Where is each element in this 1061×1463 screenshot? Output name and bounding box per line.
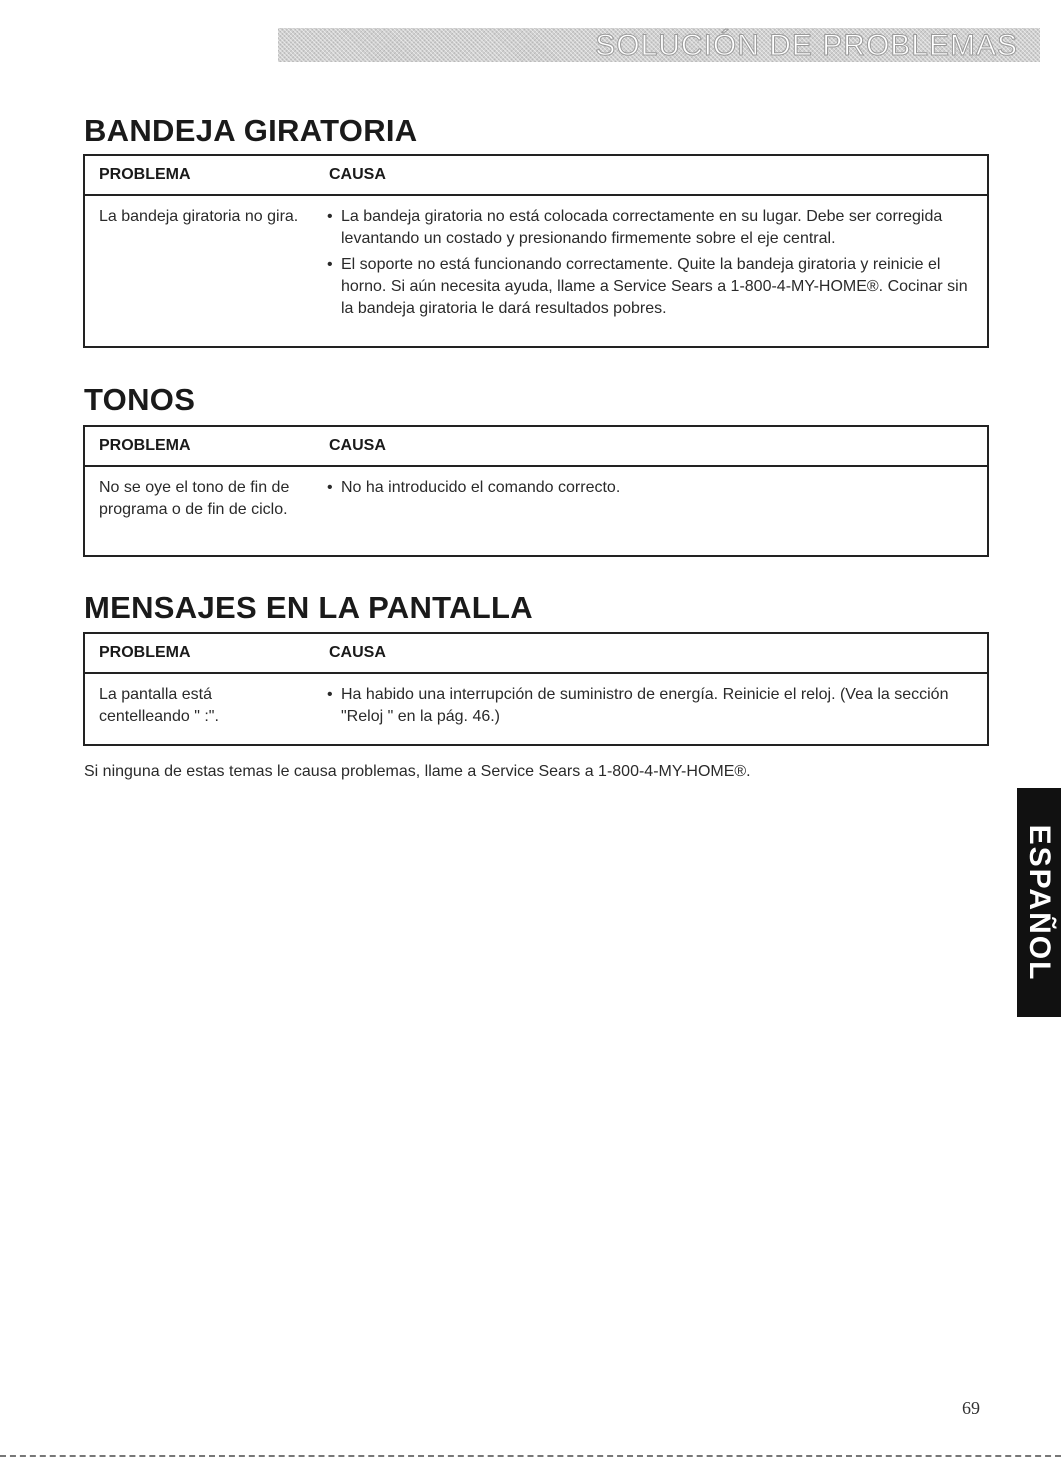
- table-bandeja: [83, 154, 989, 348]
- banner-title: SOLUCIÓN DE PROBLEMAS: [595, 29, 1018, 62]
- section-banner: [278, 28, 1040, 62]
- cause-item: [327, 684, 977, 728]
- header-cause: CAUSA: [329, 644, 386, 661]
- cause-text: Ha habido una interrupción de suministro de energía. Reinicie el reloj. (Vea la sección "Reloj " en la pág. 46.): [341, 686, 949, 725]
- problem-text: La bandeja giratoria no gira.: [99, 208, 299, 225]
- cause-item: [327, 254, 977, 320]
- table-header: [85, 634, 987, 674]
- header-problem: PROBLEMA: [99, 166, 191, 183]
- bullet-icon: •: [327, 479, 333, 496]
- section-title-bandeja: BANDEJA GIRATORIA: [84, 113, 418, 148]
- cause-text: La bandeja giratoria no está colocada correctamente en su lugar. Debe ser corregida levantando un costado y presionando firmemente sobre el eje central.: [341, 208, 943, 247]
- table-tonos: [83, 425, 989, 557]
- cause-text: El soporte no está funcionando correctamente. Quite la bandeja giratoria y reinicie el horno. Si aún necesita ayuda, llame a Service Sears a 1-800-4-MY-HOME®. Cocinar sin la bandeja giratoria le dará resultados pobres.: [341, 256, 968, 317]
- problem-text: La pantalla está centelleando " :".: [99, 686, 219, 725]
- cause-item: [327, 206, 977, 250]
- problem-text: No se oye el tono de fin de programa o de fin de ciclo.: [99, 479, 290, 518]
- bullet-icon: •: [327, 686, 333, 703]
- cause-list: [327, 684, 977, 732]
- table-header: [85, 427, 987, 467]
- cause-list: [327, 206, 977, 324]
- header-cause: CAUSA: [329, 166, 386, 183]
- page-number: 69: [962, 1398, 980, 1418]
- table-header: [85, 156, 987, 196]
- cause-item: [327, 477, 977, 499]
- cause-text: No ha introducido el comando correcto.: [341, 479, 621, 496]
- header-cause: CAUSA: [329, 437, 386, 454]
- header-problem: PROBLEMA: [99, 437, 191, 454]
- bottom-divider: [0, 1455, 1061, 1457]
- language-tab: [1017, 788, 1061, 1017]
- table-mensajes: [83, 632, 989, 746]
- header-problem: PROBLEMA: [99, 644, 191, 661]
- cause-list: [327, 477, 977, 503]
- section-title-tonos: TONOS: [84, 382, 196, 417]
- bullet-icon: •: [327, 256, 333, 273]
- footer-note: Si ninguna de estas temas le causa problemas, llame a Service Sears a 1-800-4-MY-HOME®.: [84, 763, 751, 780]
- section-title-mensajes: MENSAJES EN LA PANTALLA: [84, 590, 533, 625]
- language-tab-label: ESPAÑOL: [1023, 824, 1056, 981]
- bullet-icon: •: [327, 208, 333, 225]
